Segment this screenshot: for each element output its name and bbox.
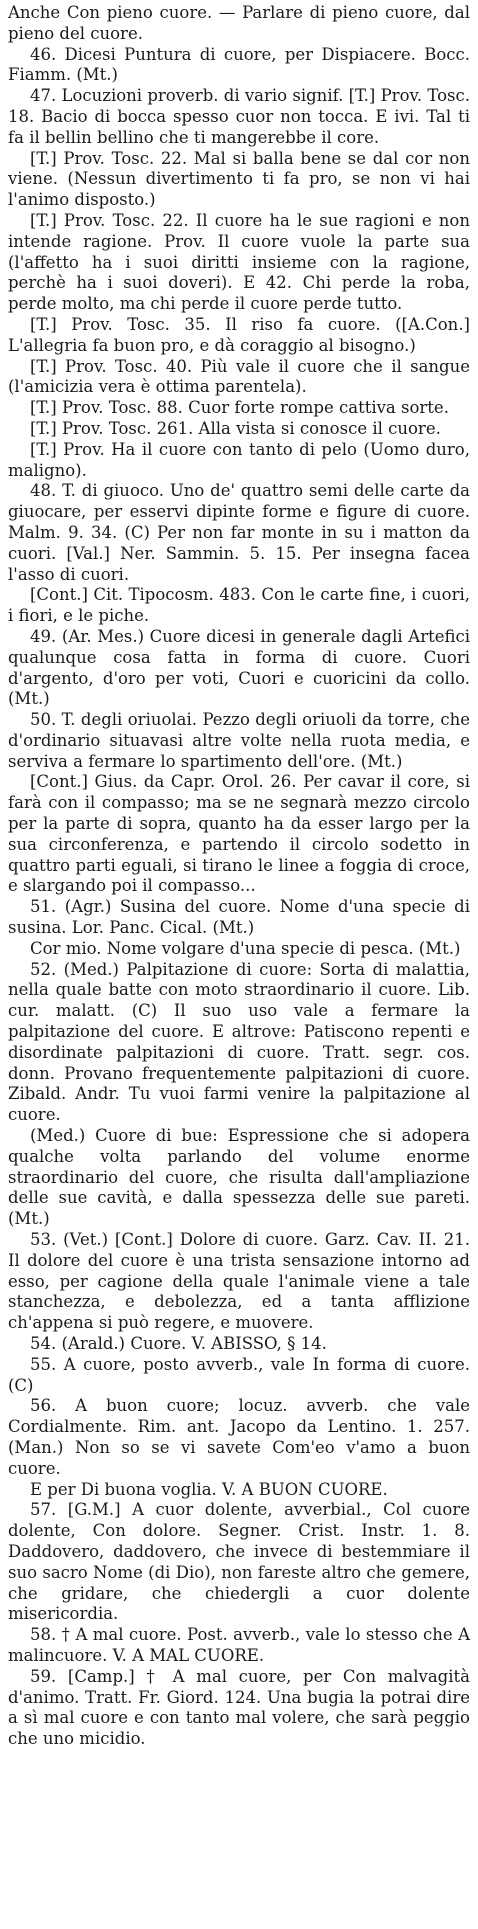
entry-54: 54. (Arald.) Cuore. V. ABISSO, § 14.: [30, 1334, 327, 1353]
entry-48-cont: [Cont.] Cit. Tipocosm. 483. Con le carte fine, i cuori, i fiori, e le piche.: [8, 585, 470, 626]
entry-52-cuore-di-bue: (Med.) Cuore di bue: Espressione che si adopera qualche volta parlando del volume enorme straordinario del cuore, che risulta dall'ampliazione delle sue cavità, e dalla spessezza delle sue pareti. (Mt.): [8, 1126, 470, 1229]
entry-55: 55. A cuore, posto avverb., vale In forma di cuore. (C): [8, 1354, 470, 1395]
entry-56-cont: E per Di buona voglia. V. A BUON CUORE.: [30, 1479, 388, 1499]
entry-59: 59. [Camp.] † A mal cuore, per Con malvagità d'animo. Tratt. Fr. Giord. 124. Una bugia la potrai dire a sì mal cuore e con tanto mal volere, che sarà peggio che uno micidio.: [8, 1666, 470, 1749]
entry-51: 51. (Agr.) Susina del cuore. Nome d'una specie di susina. Lor. Panc. Cical. (Mt.): [8, 897, 470, 938]
entry-56: 56. A buon cuore; locuz. avverb. che vale Cordialmente. Rim. ant. Jacopo da Lentino. 1. 257. (Man.) Non so se vi savete Com'eo v'amo a buon cuore.: [8, 1396, 470, 1478]
entry-47-proverb-f: [T.] Prov. Tosc. 261. Alla vista si conosce il cuore.: [30, 418, 441, 438]
entry-continuation: Anche Con pieno cuore. — Parlare di pieno cuore, dal pieno del cuore.: [8, 3, 470, 43]
entry-53: 53. (Vet.) [Cont.] Dolore di cuore. Garz. Cav. II. 21. Il dolore del cuore è una trista sensazione intorno ad esso, per cagione della quale l'animale viene a tale stanchezza, e debolezza, ed a tanta afflizione ch'appena si può regere, e muovere.: [8, 1230, 470, 1333]
entry-47-proverb-g: [T.] Prov. Ha il cuore con tanto di pelo (Uomo duro, maligno).: [8, 439, 470, 480]
entry-47: 47. Locuzioni proverb. di vario signif. [T.] Prov. Tosc. 18. Bacio di bocca spesso cuor non tocca. E ivi. Tal ti fa il bellin bellino che ti mangerebbe il core.: [8, 86, 470, 147]
entry-48: 48. T. di giuoco. Uno de' quattro semi delle carte da giuocare, per esservi dipinte forme e figure di cuore. Malm. 9. 34. (C) Per non far monte in su i matton da cuori. [Val.] Ner. Sammin. 5. 15. Per insegna facea l'asso di cuori.: [8, 481, 470, 584]
entry-50: 50. T. degli oriuolai. Pezzo degli oriuoli da torre, che d'ordinario situavasi altre volte nella ruota media, e serviva a fermare lo spartimento dell'ore. (Mt.): [8, 710, 470, 771]
entry-47-proverb-c: [T.] Prov. Tosc. 35. Il riso fa cuore. ([A.Con.] L'allegria fa buon pro, e dà coraggio al bisogno.): [8, 314, 470, 355]
entry-58: 58. † A mal cuore. Post. avverb., vale lo stesso che A malincuore. V. A MAL CUORE.: [8, 1625, 470, 1665]
dictionary-page: [8, 0, 470, 1750]
entry-51-cor-mio: Cor mio. Nome volgare d'una specie di pesca. (Mt.): [30, 938, 461, 958]
entry-46: 46. Dicesi Puntura di cuore, per Dispiacere. Bocc. Fiamm. (Mt.): [8, 44, 470, 85]
entry-49: 49. (Ar. Mes.) Cuore dicesi in generale dagli Artefici qualunque cosa fatta in forma di cuore. Cuori d'argento, d'oro per voti, Cuori e cuoricini da collo. (Mt.): [8, 626, 470, 709]
entry-47-proverb-e: [T.] Prov. Tosc. 88. Cuor forte rompe cattiva sorte.: [30, 398, 449, 418]
entry-47-proverb-d: [T.] Prov. Tosc. 40. Più vale il cuore che il sangue (l'amicizia vera è ottima parentela).: [8, 356, 470, 397]
entry-50-cont: [Cont.] Gius. da Capr. Orol. 26. Per cavar il core, si farà con il compasso; ma se ne segnarà mezzo circolo per la parte di sopra, quanto ha da esser largo per la sua circonferenza, e partendo il circolo sodetto in quattro parti eguali, si tirano le linee a foggia di croce, e slargando poi il compasso...: [8, 772, 470, 896]
entry-57: 57. [G.M.] A cuor dolente, avverbial., Col cuore dolente, Con dolore. Segner. Crist. Instr. 1. 8. Daddovero, daddovero, che invece di bestemmiare il suo sacro Nome (di Dio), non fareste altro che gemere, che gridare, che chiedergli a cuor dolente misericordia.: [8, 1500, 470, 1624]
entry-47-proverb-b: [T.] Prov. Tosc. 22. Il cuore ha le sue ragioni e non intende ragione. Prov. Il cuore vuole la parte sua (l'affetto ha i suoi diritti insieme con la ragione, perchè ha i suoi doveri). E 42. Chi perde la roba, perde molto, ma chi perde il cuore perde tutto.: [8, 210, 470, 314]
entry-47-proverb-a: [T.] Prov. Tosc. 22. Mal si balla bene se dal cor non viene. (Nessun divertimento ti fa pro, se non vi hai l'animo disposto.): [8, 148, 470, 210]
entry-52: 52. (Med.) Palpitazione di cuore: Sorta di malattia, nella quale batte con moto straordinario il cuore. Lib. cur. malatt. (C) Il suo uso vale a fermare la palpitazione del cuore. E altrove: Patiscono repenti e disordinate palpitazioni di cuore. Tratt. segr. cos. donn. Provano frequentemente palpitazioni di cuore. Zibald. Andr. Tu vuoi farmi venire la palpitazione al cuore.: [8, 959, 470, 1125]
